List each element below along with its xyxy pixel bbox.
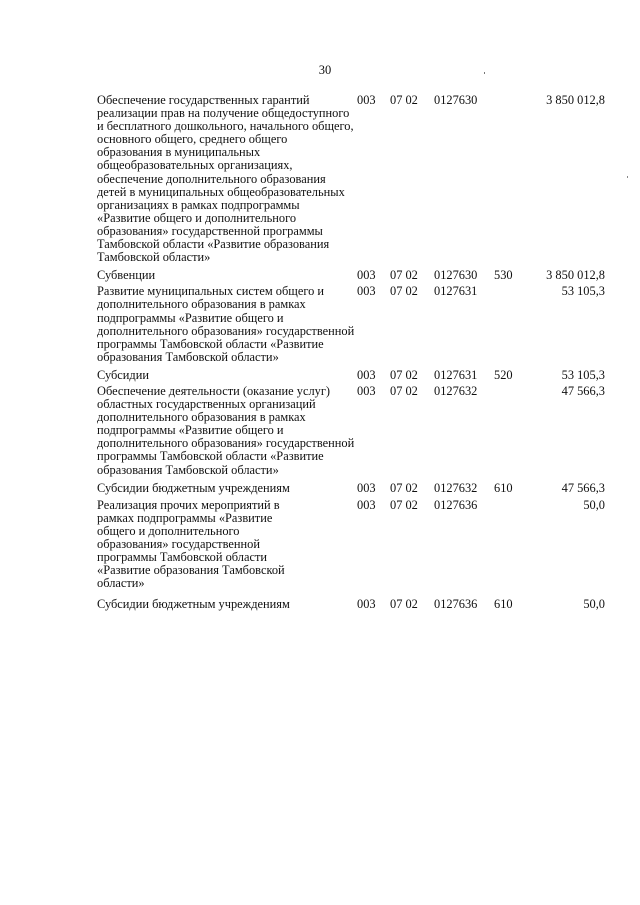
- page-number: 30: [318, 63, 332, 77]
- ministry-code: 003: [357, 93, 376, 107]
- scan-artifact: [627, 176, 628, 178]
- amount: 47 566,3: [561, 480, 605, 495]
- target-code: 0127630: [434, 93, 478, 107]
- ministry-code: 003: [357, 497, 376, 512]
- expense-kind-code: 520: [494, 367, 513, 382]
- table-row: [97, 482, 605, 495]
- row-name: Развитие муниципальных систем общего и дополнительного образования в рамках подпрограммы «Развитие общего и дополнительного образования» государственной программы Тамбовской области «Развитие образования Тамбовской области»: [97, 284, 355, 364]
- row-name: Субвенции: [97, 268, 156, 283]
- table-row: [97, 269, 605, 282]
- row-name: Обеспечение деятельности (оказание услуг) областных государственных организаций дополнительного образования в рамках подпрограммы «Развитие общего и дополнительного образования» государственной программы Тамбовской области «Развитие образования Тамбовской области»: [97, 383, 355, 477]
- section-code: 07 02: [390, 93, 418, 107]
- expense-kind-code: 530: [494, 268, 513, 283]
- target-code: 0127636: [434, 497, 478, 512]
- table-row: [97, 499, 605, 591]
- section-code: 07 02: [390, 268, 418, 283]
- row-name: Обеспечение государственных гарантий реализации прав на получение общедоступного и бесплатного дошкольного, начального общего, основного общего, среднего общего образования в муниципальных общеобразовательных организациях, обеспечение дополнительного образования детей в муниципальных общеобразовательных организациях в рамках подпрограммы «Развитие общего и дополнительного образования» государственной программы Тамбовской области «Развитие образования Тамбовской области»: [97, 93, 354, 265]
- ministry-code: 003: [357, 480, 376, 495]
- row-name: Субсидии бюджетным учреждениям: [97, 480, 290, 495]
- amount: 3 850 012,8: [546, 93, 605, 107]
- section-code: 07 02: [390, 383, 418, 398]
- target-code: 0127636: [434, 597, 478, 612]
- row-name: Реализация прочих мероприятий в рамках подпрограммы «Развитие общего и дополнительного образования» государственной программы Тамбовской области «Развитие образования Тамбовской области»: [97, 497, 285, 591]
- row-name: Субсидии: [97, 367, 149, 382]
- table-row: [97, 598, 605, 611]
- section-code: 07 02: [390, 597, 418, 612]
- amount: 50,0: [583, 497, 605, 512]
- section-code: 07 02: [390, 480, 418, 495]
- amount: 53 105,3: [561, 367, 605, 382]
- expense-kind-code: 610: [494, 597, 513, 612]
- row-name: Субсидии бюджетным учреждениям: [97, 597, 290, 612]
- ministry-code: 003: [357, 284, 376, 299]
- target-code: 0127631: [434, 284, 478, 299]
- target-code: 0127630: [434, 268, 478, 283]
- section-code: 07 02: [390, 284, 418, 299]
- ministry-code: 003: [357, 367, 376, 382]
- amount: 47 566,3: [561, 383, 605, 398]
- table-row: [97, 285, 605, 364]
- expense-kind-code: 610: [494, 480, 513, 495]
- table-row: [97, 369, 605, 382]
- table-row: [97, 385, 605, 477]
- target-code: 0127631: [434, 367, 478, 382]
- ministry-code: 003: [357, 597, 376, 612]
- target-code: 0127632: [434, 480, 478, 495]
- ministry-code: 003: [357, 268, 376, 283]
- table-row: [97, 94, 605, 264]
- amount: 53 105,3: [561, 284, 605, 299]
- scan-artifact: [484, 72, 485, 74]
- amount: 50,0: [583, 597, 605, 612]
- target-code: 0127632: [434, 383, 478, 398]
- amount: 3 850 012,8: [546, 268, 605, 283]
- budget-table: [97, 94, 605, 615]
- section-code: 07 02: [390, 497, 418, 512]
- ministry-code: 003: [357, 383, 376, 398]
- section-code: 07 02: [390, 367, 418, 382]
